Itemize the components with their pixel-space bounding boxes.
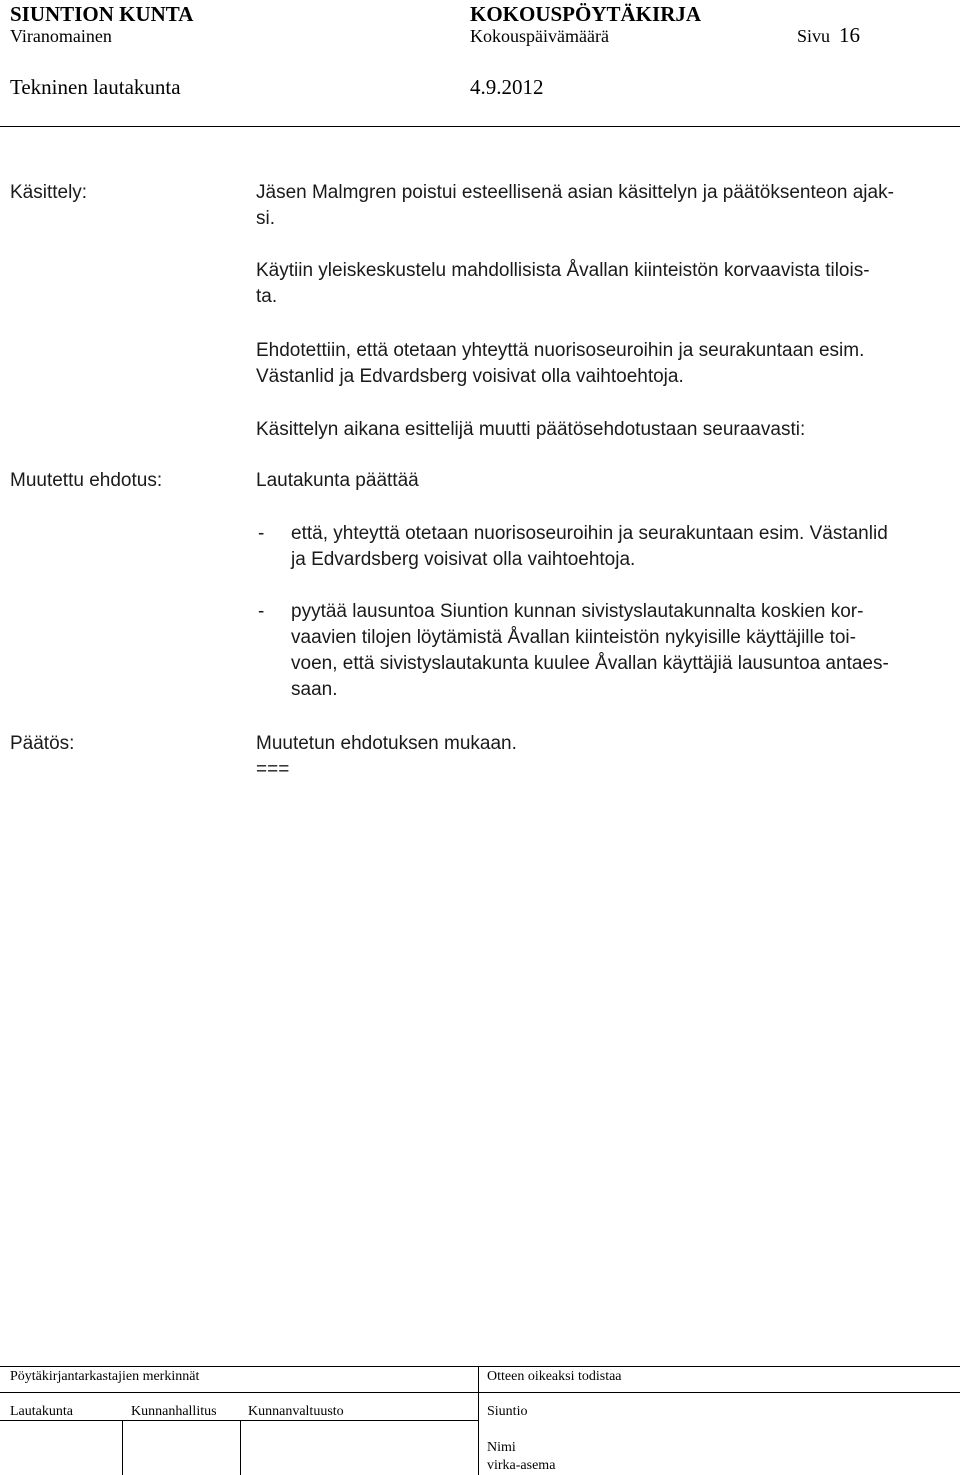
footer-col-kunnanhallitus: Kunnanhallitus [131, 1404, 217, 1419]
footer-position-label: virka-asema [487, 1458, 556, 1473]
bullet-item-1-line: että, yhteyttä otetaan nuorisoseuroihin ja seurakuntaan esim. Västanlid [291, 523, 888, 544]
lautakunta-paattaa [256, 468, 946, 494]
footer-right-title: Otteen oikeaksi todistaa [487, 1369, 622, 1384]
kasittely-label: Käsittely: [10, 182, 88, 203]
meeting-date: 4.9.2012 [470, 75, 544, 99]
bullet-item-1 [291, 521, 946, 573]
date-label: Kokouspäivämäärä [470, 26, 609, 46]
paragraph-4 [256, 417, 946, 443]
page-number: 16 [839, 23, 860, 47]
paragraph-3 [256, 338, 946, 390]
footer-columns-rule [0, 1420, 478, 1421]
paragraph-3-line: Västanlid ja Edvardsberg voisivat olla vaihtoehtoja. [256, 366, 684, 387]
paragraph-1-line: Jäsen Malmgren poistui esteellisenä asian käsittelyn ja päätöksenteon ajak- [256, 182, 894, 203]
paragraph-3-line: Ehdotettiin, että otetaan yhteyttä nuorisoseuroihin ja seurakuntaan esim. [256, 340, 865, 361]
bullet-item-2 [291, 599, 946, 703]
footer-place: Siuntio [487, 1404, 528, 1419]
bullet-item-2-line: voen, että sivistyslautakunta kuulee Åvallan käyttäjiä lausuntoa antaes- [291, 653, 889, 674]
footer-top-rule [0, 1366, 960, 1367]
bullet-item-2-line: saan. [291, 679, 338, 700]
paragraph-2-line: ta. [256, 286, 278, 307]
paragraph-4-line: Käsittelyn aikana esittelijä muutti päätösehdotustaan seuraavasti: [256, 419, 806, 440]
footer-name-label: Nimi [487, 1440, 516, 1455]
paragraph-2-line: Käytiin yleiskeskustelu mahdollisista Åvallan kiinteistön korvaavista tilois- [256, 260, 870, 281]
paragraph-2 [256, 258, 946, 310]
bullet-marker: - [258, 523, 265, 544]
footer-title-rule [0, 1392, 960, 1393]
paragraph-1-line: si. [256, 208, 275, 229]
footer-col-kunnanvaltuusto: Kunnanvaltuusto [248, 1404, 344, 1419]
footer-left-title: Pöytäkirjantarkastajien merkinnät [10, 1369, 200, 1384]
paatos-label: Päätös: [10, 733, 75, 754]
lautakunta-paattaa-text: Lautakunta päättää [256, 470, 419, 491]
bullet-item-2-line: vaavien tilojen löytämistä Åvallan kiinteistön nykyisille käyttäjille toi- [291, 627, 856, 648]
bullet-item-2-line: pyytää lausuntoa Siuntion kunnan sivistyslautakunnalta koskien kor- [291, 601, 864, 622]
paatos-text [256, 731, 946, 783]
authority-name: Tekninen lautakunta [10, 75, 181, 99]
document-type: KOKOUSPÖYTÄKIRJA [470, 2, 702, 26]
muutettu-ehdotus-label: Muutettu ehdotus: [10, 470, 163, 491]
footer-col-lautakunta: Lautakunta [10, 1404, 73, 1419]
authority-label: Viranomainen [10, 26, 112, 46]
bullet-marker: - [258, 601, 265, 622]
bullet-item-1-line: ja Edvardsberg voisivat olla vaihtoehtoja. [291, 549, 636, 570]
paatos-line: Muutetun ehdotuksen mukaan. [256, 733, 517, 754]
header-rule [0, 126, 960, 127]
footer-column-divider [122, 1420, 123, 1475]
footer-column-divider [240, 1420, 241, 1475]
paragraph-1 [256, 180, 946, 232]
footer-divider [478, 1366, 479, 1475]
page-label: Sivu [797, 26, 831, 46]
org-name: SIUNTION KUNTA [10, 2, 194, 26]
end-mark: === [256, 759, 290, 780]
